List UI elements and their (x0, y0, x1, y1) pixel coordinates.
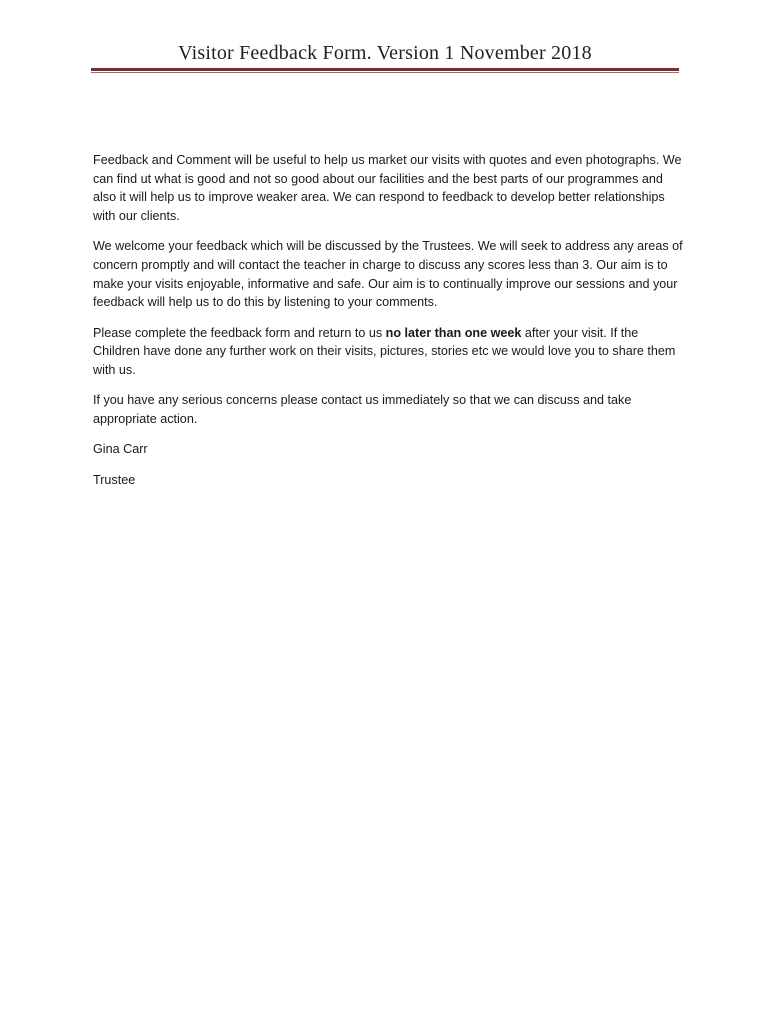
return-text-end: after your visit. If the Children have done any further work on their visits, pictures, stories etc we would love you to share them with us. (93, 325, 676, 378)
paragraph-concerns: If you have any serious concerns please contact us immediately so that we can discuss and take appropriate action. (93, 393, 632, 426)
document-body (93, 151, 683, 503)
return-deadline-emphasis: no later than one week (385, 325, 522, 340)
header-divider (91, 68, 679, 71)
paragraph-feedback-purpose: Feedback and Comment will be useful to help us market our visits with quotes and even photographs. We can find ut what is good and not so good about our facilities and the best parts of our programmes and also it will help us to improve weaker area. We can respond to feedback to develop better relationships with our clients. (93, 153, 682, 224)
paragraph-return-instructions (93, 324, 683, 380)
header-divider-thin (91, 72, 679, 73)
signature-name: Gina Carr (93, 442, 148, 457)
page-title: Visitor Feedback Form. Version 1 November 2018 (178, 42, 592, 64)
signature-role: Trustee (93, 473, 136, 488)
return-text-start: Please complete the feedback form and return to us (93, 325, 386, 340)
paragraph-trustees: We welcome your feedback which will be discussed by the Trustees. We will seek to address any areas of concern promptly and will contact the teacher in charge to discuss any scores less than 3. Our aim is to make your visits enjoyable, informative and safe. Our aim is to continually improve our sessions and your feedback will help us to do this by listening to your comments. (93, 239, 683, 310)
